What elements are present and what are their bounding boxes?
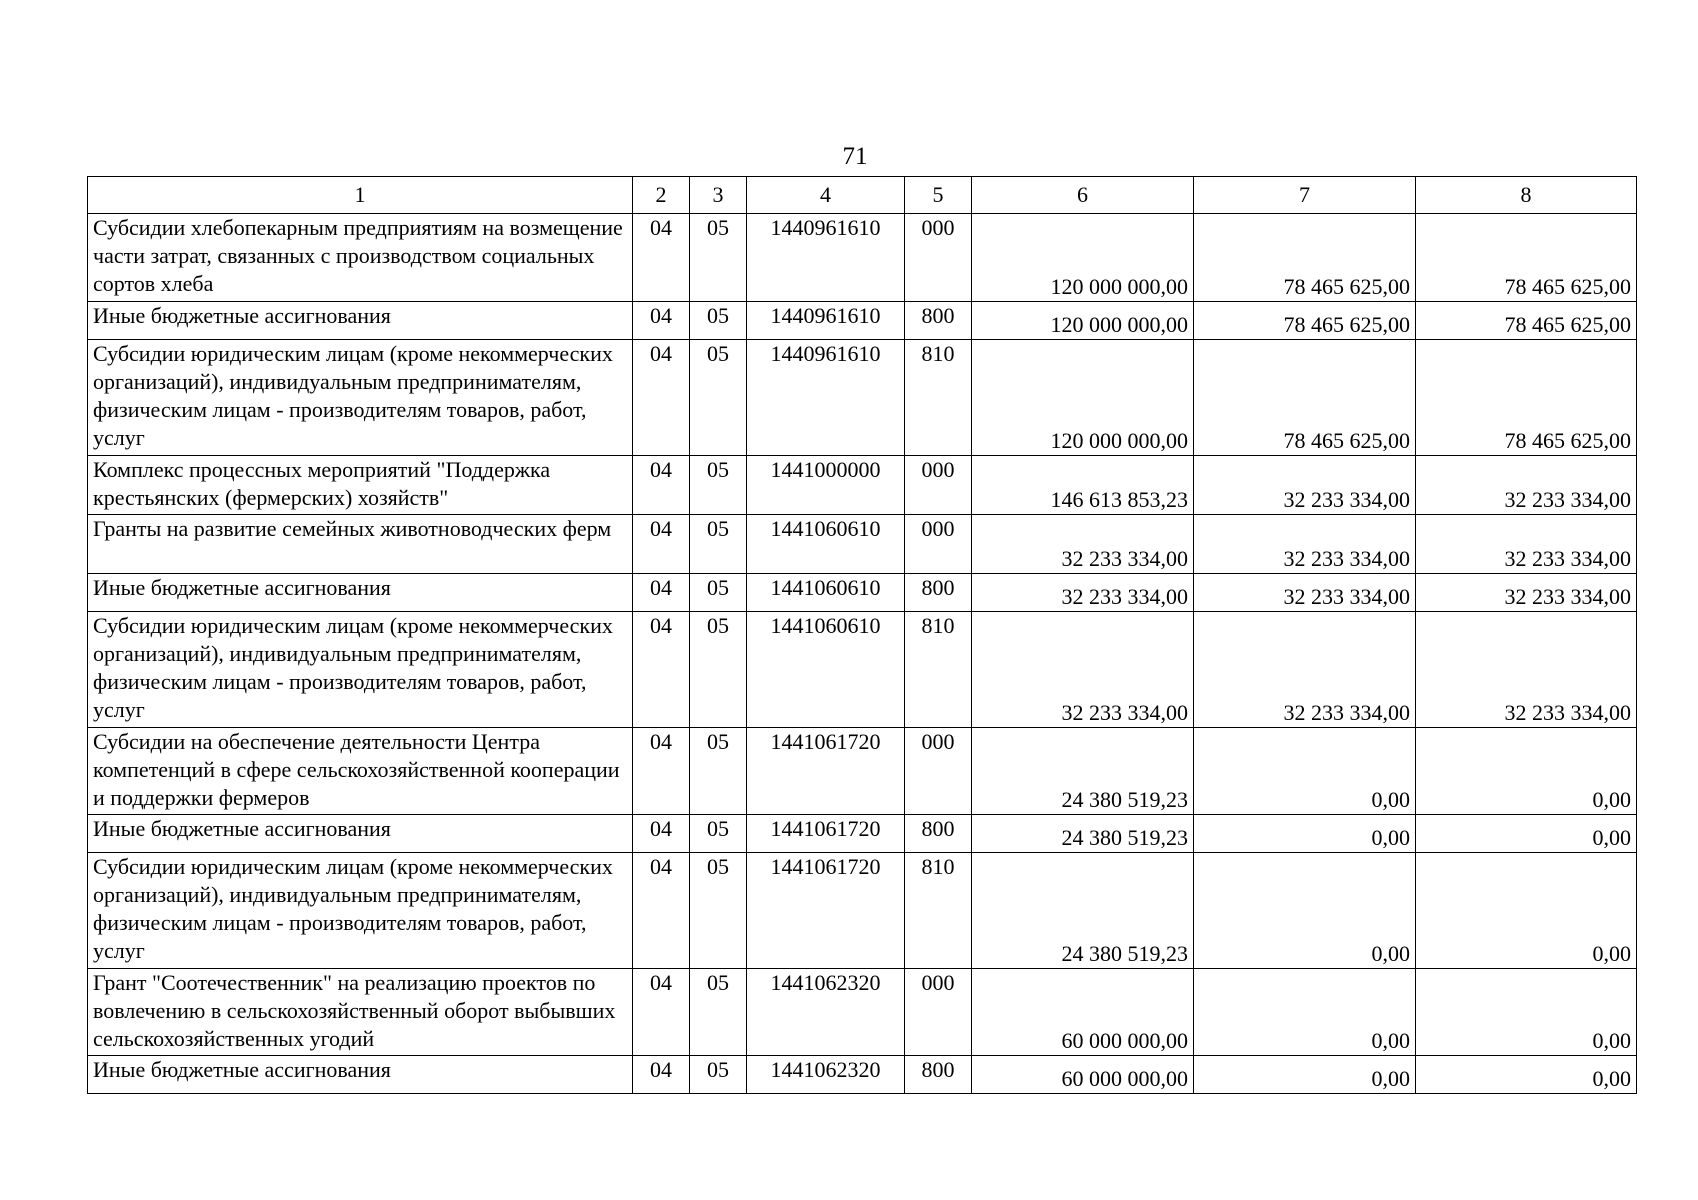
row-section: 04: [633, 214, 690, 302]
row-target-code: 1441062320: [747, 969, 905, 1056]
row-target-code: 1441060610: [747, 515, 905, 574]
row-amount-col8: 32 233 334,00: [1416, 574, 1637, 612]
row-amount-col7: 0,00: [1194, 815, 1416, 853]
row-amount-col8: 78 465 625,00: [1416, 214, 1637, 302]
header-cell: 7: [1194, 177, 1416, 214]
row-amount-col6: 32 233 334,00: [972, 515, 1194, 574]
table-row: [88, 214, 1637, 302]
row-amount-col6: 146 613 853,23: [972, 456, 1194, 515]
table-row: [88, 340, 1637, 456]
row-expense-type: 000: [905, 456, 972, 515]
row-expense-type: 800: [905, 1056, 972, 1094]
row-expense-type: 810: [905, 612, 972, 728]
row-expense-type: 810: [905, 340, 972, 456]
row-target-code: 1440961610: [747, 302, 905, 340]
header-cell: 5: [905, 177, 972, 214]
row-name: Субсидии хлебопекарным предприятиям на возмещение части затрат, связанных с производством социальных сортов хлеба: [88, 214, 633, 302]
row-amount-col7: 0,00: [1194, 853, 1416, 969]
row-expense-type: 000: [905, 515, 972, 574]
row-name: Субсидии на обеспечение деятельности Центра компетенций в сфере сельскохозяйственной кооперации и поддержки фермеров: [88, 728, 633, 815]
row-section: 04: [633, 969, 690, 1056]
row-amount-col6: 24 380 519,23: [972, 728, 1194, 815]
row-amount-col7: 0,00: [1194, 728, 1416, 815]
row-amount-col8: 0,00: [1416, 815, 1637, 853]
row-amount-col8: 32 233 334,00: [1416, 456, 1637, 515]
row-subsection: 05: [690, 456, 747, 515]
row-amount-col7: 0,00: [1194, 969, 1416, 1056]
row-amount-col7: 32 233 334,00: [1194, 515, 1416, 574]
row-name: Иные бюджетные ассигнования: [88, 302, 633, 340]
row-amount-col6: 24 380 519,23: [972, 815, 1194, 853]
row-section: 04: [633, 302, 690, 340]
row-subsection: 05: [690, 1056, 747, 1094]
row-amount-col8: 32 233 334,00: [1416, 515, 1637, 574]
row-target-code: 1440961610: [747, 340, 905, 456]
row-name: Иные бюджетные ассигнования: [88, 1056, 633, 1094]
row-subsection: 05: [690, 340, 747, 456]
row-subsection: 05: [690, 515, 747, 574]
row-amount-col7: 32 233 334,00: [1194, 574, 1416, 612]
row-amount-col8: 0,00: [1416, 1056, 1637, 1094]
budget-table: [87, 176, 1637, 1094]
table-row: [88, 853, 1637, 969]
row-subsection: 05: [690, 728, 747, 815]
row-subsection: 05: [690, 969, 747, 1056]
row-section: 04: [633, 612, 690, 728]
row-section: 04: [633, 728, 690, 815]
header-cell: 3: [690, 177, 747, 214]
table-row: [88, 515, 1637, 574]
row-expense-type: 800: [905, 302, 972, 340]
row-section: 04: [633, 574, 690, 612]
row-section: 04: [633, 853, 690, 969]
row-name: Субсидии юридическим лицам (кроме некоммерческих организаций), индивидуальным предпринимателям, физическим лицам - производителям товаров, работ, услуг: [88, 853, 633, 969]
row-name: Субсидии юридическим лицам (кроме некоммерческих организаций), индивидуальным предпринимателям, физическим лицам - производителям товаров, работ, услуг: [88, 340, 633, 456]
header-cell: 1: [88, 177, 633, 214]
row-amount-col7: 32 233 334,00: [1194, 456, 1416, 515]
row-amount-col6: 120 000 000,00: [972, 340, 1194, 456]
row-expense-type: 000: [905, 214, 972, 302]
row-name: Субсидии юридическим лицам (кроме некоммерческих организаций), индивидуальным предпринимателям, физическим лицам - производителям товаров, работ, услуг: [88, 612, 633, 728]
row-section: 04: [633, 1056, 690, 1094]
row-amount-col8: 78 465 625,00: [1416, 340, 1637, 456]
row-expense-type: 800: [905, 815, 972, 853]
table-row: [88, 969, 1637, 1056]
row-amount-col6: 120 000 000,00: [972, 302, 1194, 340]
row-amount-col6: 60 000 000,00: [972, 969, 1194, 1056]
row-target-code: 1441062320: [747, 1056, 905, 1094]
page-number: 71: [842, 143, 868, 170]
header-cell: 4: [747, 177, 905, 214]
row-amount-col8: 78 465 625,00: [1416, 302, 1637, 340]
table-row: [88, 612, 1637, 728]
row-target-code: 1441061720: [747, 815, 905, 853]
row-subsection: 05: [690, 574, 747, 612]
row-section: 04: [633, 456, 690, 515]
row-amount-col8: 0,00: [1416, 969, 1637, 1056]
row-subsection: 05: [690, 815, 747, 853]
row-name: Грант "Соотечественник" на реализацию проектов по вовлечению в сельскохозяйственный оборот выбывших сельскохозяйственных угодий: [88, 969, 633, 1056]
row-section: 04: [633, 815, 690, 853]
row-target-code: 1441060610: [747, 574, 905, 612]
row-subsection: 05: [690, 853, 747, 969]
row-amount-col6: 120 000 000,00: [972, 214, 1194, 302]
row-name: Иные бюджетные ассигнования: [88, 574, 633, 612]
header-cell: 8: [1416, 177, 1637, 214]
row-section: 04: [633, 340, 690, 456]
row-amount-col6: 32 233 334,00: [972, 574, 1194, 612]
row-target-code: 1441061720: [747, 728, 905, 815]
row-name: Гранты на развитие семейных животноводческих ферм: [88, 515, 633, 574]
row-amount-col7: 78 465 625,00: [1194, 214, 1416, 302]
row-amount-col6: 32 233 334,00: [972, 612, 1194, 728]
table-row: [88, 456, 1637, 515]
row-expense-type: 810: [905, 853, 972, 969]
row-target-code: 1440961610: [747, 214, 905, 302]
table-row: [88, 815, 1637, 853]
row-name: Иные бюджетные ассигнования: [88, 815, 633, 853]
row-amount-col6: 60 000 000,00: [972, 1056, 1194, 1094]
row-subsection: 05: [690, 302, 747, 340]
row-amount-col7: 78 465 625,00: [1194, 340, 1416, 456]
row-amount-col6: 24 380 519,23: [972, 853, 1194, 969]
row-section: 04: [633, 515, 690, 574]
row-amount-col7: 78 465 625,00: [1194, 302, 1416, 340]
table-row: [88, 302, 1637, 340]
row-target-code: 1441060610: [747, 612, 905, 728]
header-row: [88, 177, 1637, 214]
header-cell: 6: [972, 177, 1194, 214]
row-subsection: 05: [690, 612, 747, 728]
row-amount-col8: 0,00: [1416, 853, 1637, 969]
row-expense-type: 000: [905, 728, 972, 815]
row-target-code: 1441000000: [747, 456, 905, 515]
row-expense-type: 000: [905, 969, 972, 1056]
row-amount-col7: 32 233 334,00: [1194, 612, 1416, 728]
row-name: Комплекс процессных мероприятий "Поддержка крестьянских (фермерских) хозяйств": [88, 456, 633, 515]
row-amount-col8: 0,00: [1416, 728, 1637, 815]
row-expense-type: 800: [905, 574, 972, 612]
table-row: [88, 728, 1637, 815]
header-cell: 2: [633, 177, 690, 214]
row-subsection: 05: [690, 214, 747, 302]
row-amount-col7: 0,00: [1194, 1056, 1416, 1094]
row-target-code: 1441061720: [747, 853, 905, 969]
table-row: [88, 574, 1637, 612]
table-row: [88, 1056, 1637, 1094]
row-amount-col8: 32 233 334,00: [1416, 612, 1637, 728]
